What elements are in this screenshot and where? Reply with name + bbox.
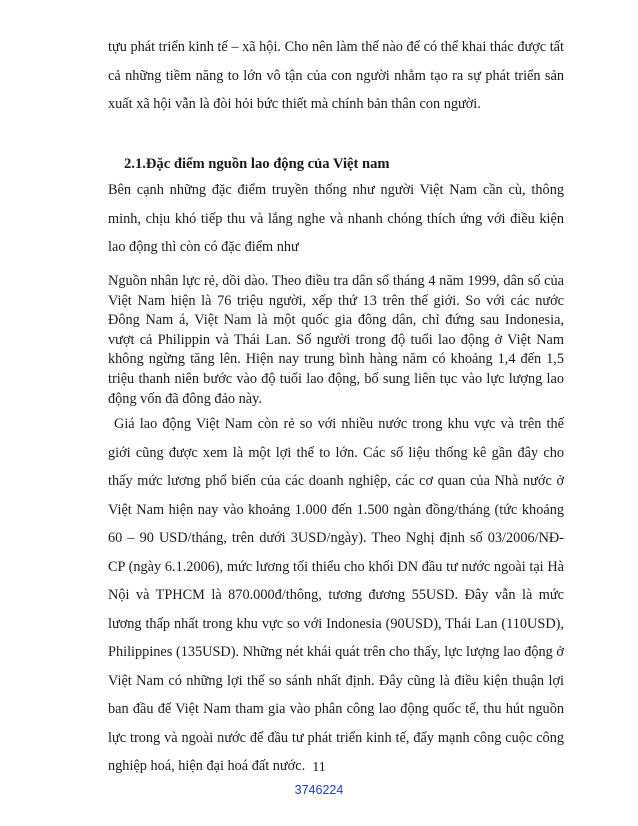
paragraph-labor-cost: Giá lao động Việt Nam còn rẻ so với nhiều nước trong khu vực và trên thế giới cũng được xem là một lợi thế to lớn. Các số liệu thống kê gần đây cho thấy mức lương phổ biến của các doanh nghiệp, các cơ quan của Nhà nước ở Việt Nam hiện nay vào khoảng 1.000 đến 1.500 ngàn đồng/tháng (tức khoảng 60 – 90 USD/tháng, trên dưới 3USD/ngày). Theo Nghị định số 03/2006/NĐ-CP (ngày 6.1.2006), mức lương tối thiểu cho khối DN đầu tư nước ngoài tại Hà Nội và TPHCM là 870.000đ/thông, tương đương 55USD. Đây vẫn là mức lương thấp nhất trong khu vực so với Indonesia (90USD), Thái Lan (110USD), Philippines (135USD). Những nét khái quát trên cho thấy, lực lượng lao động ở Việt Nam có những lợi thế so sánh nhất định. Đây cũng là điều kiện thuận lợi ban đầu để Việt Nam tham gia vào phân công lao động quốc tế, thu hút nguồn lực trong và ngoài nước để đầu tư phát triển kinh tế, đẩy mạnh công cuộc công nghiệp hoá, hiện đại hoá đất nước.: [108, 416, 564, 774]
paragraph-resource-body: Theo điều tra dân số tháng 4 năm 1999, dân số của Việt Nam hiện là 76 triệu người, xếp thứ 13 trên thế giới. So với các nước Đông Nam á, Việt Nam là một quốc gia đông dân, chỉ đứng sau Indonesia, vượt cả Philippin và Thái Lan. Số người trong độ tuổi lao động ở Việt Nam không ngừng tăng lên. Hiện nay trung bình hàng năm có khoảng 1,4 đến 1,5 triệu thanh niên bước vào độ tuổi lao động, bổ sung liên tục vào lực lượng lao động vốn đã đông đảo này.: [108, 273, 564, 407]
paragraph-resource: [108, 272, 564, 409]
paragraph-resource-lead: Nguồn nhân lực rẻ, dồi dào.: [108, 273, 269, 289]
section-heading: 2.1.Đặc điểm nguồn lao động của Việt nam: [124, 156, 390, 172]
document-id: 3746224: [294, 783, 344, 797]
page-number: 11: [312, 760, 326, 775]
paragraph-intro: tựu phát triển kinh tế – xã hội. Cho nên làm thế nào để có thể khai thác được tất cả những tiềm năng to lớn vô tận của con người nhằm tạo ra sự phát triển sản xuất xã hội vẫn là đòi hỏi bức thiết mà chính bản thân con người.: [108, 39, 564, 112]
paragraph-traits: Bên cạnh những đặc điểm truyền thống như người Việt Nam cần cù, thông minh, chịu khó tiếp thu và lắng nghe và nhanh chóng thích ứng với điều kiện lao động thì còn có đặc điểm như: [108, 182, 564, 255]
